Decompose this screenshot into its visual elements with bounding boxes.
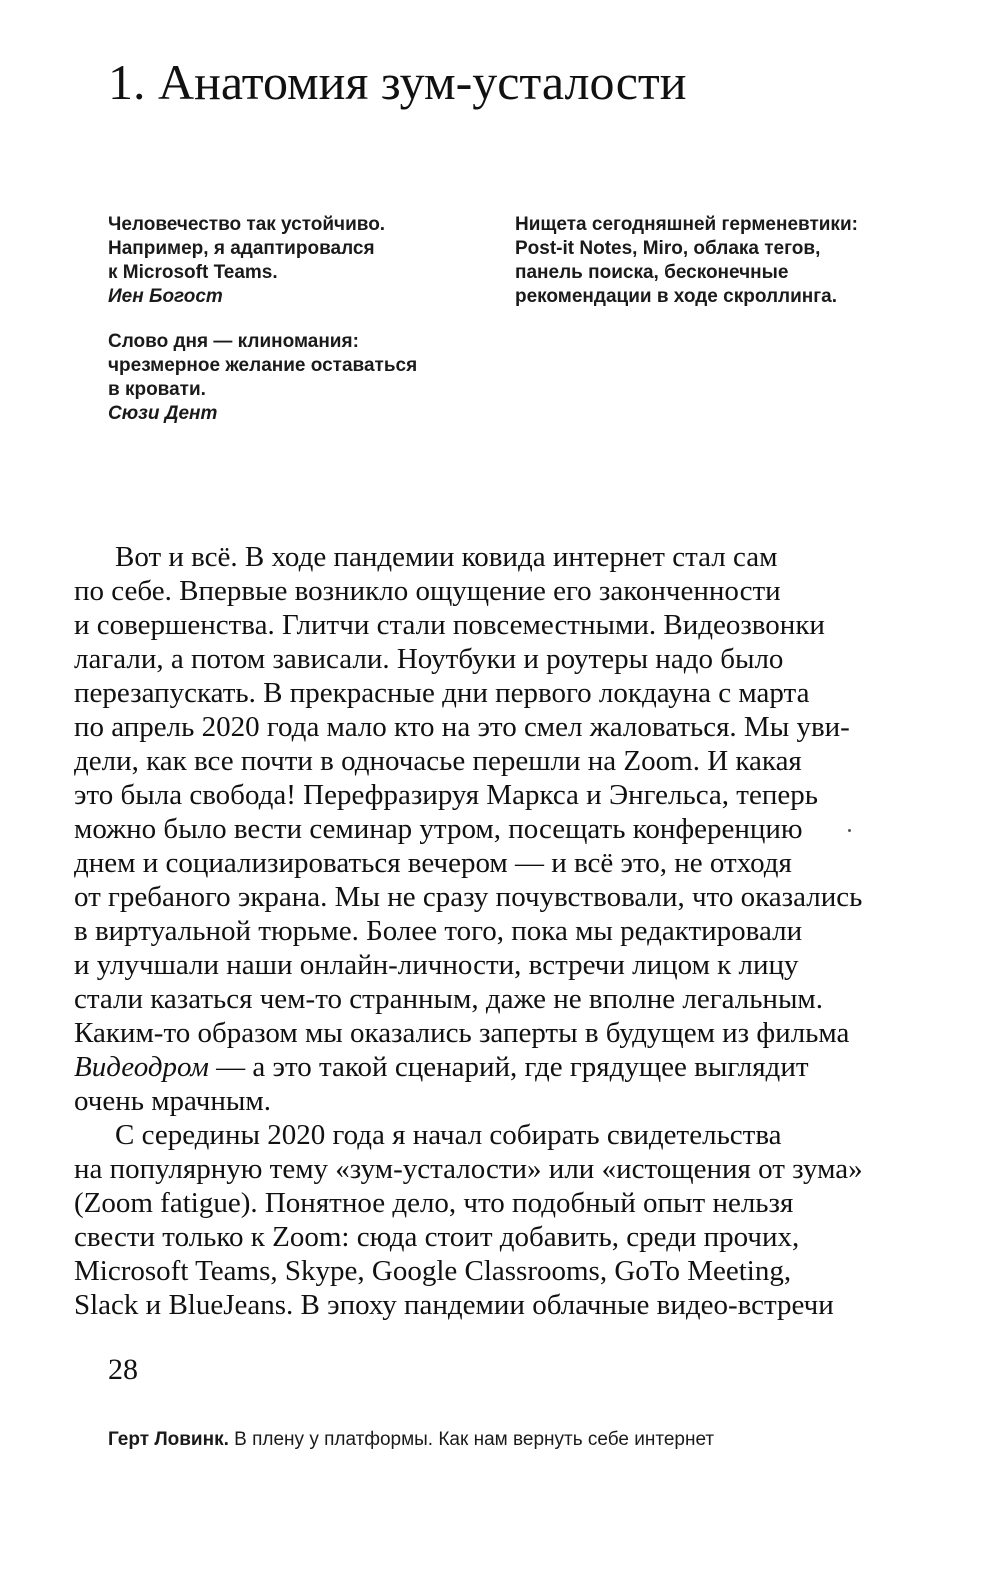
footer-author: Герт Ловинк. <box>108 1429 229 1450</box>
print-speck <box>848 829 851 832</box>
body-line: Каким-то образом мы оказались заперты в будущем из фильма <box>74 1017 850 1049</box>
epigraph-line: Нищета сегодняшней герменевтики: <box>515 214 858 235</box>
epigraph-line: к Microsoft Teams. <box>108 262 278 283</box>
body-text <box>74 540 914 1322</box>
epigraph-author: Иен Богост <box>108 286 223 307</box>
epigraph-line: рекомендации в ходе скроллинга. <box>515 286 838 307</box>
epigraph-line: Человечество так устойчиво. <box>108 214 386 235</box>
body-line: Вот и всё. В ходе пандемии ковида интернет стал сам <box>115 541 778 573</box>
epigraph-hermeneutics <box>515 213 858 309</box>
epigraph-line: Например, я адаптировался <box>108 238 375 259</box>
body-line: перезапускать. В прекрасные дни первого локдауна с марта <box>74 677 810 709</box>
body-line: лагали, а потом зависали. Ноутбуки и роутеры надо было <box>74 643 784 675</box>
epigraph-line: панель поиска, бесконечные <box>515 262 789 283</box>
body-line-videodrome <box>74 1050 914 1084</box>
body-line: и улучшали наши онлайн-личности, встречи лицом к лицу <box>74 949 799 981</box>
body-line: (Zoom fatigue). Понятное дело, что подобный опыт нельзя <box>74 1187 794 1219</box>
epigraph-bogost <box>108 213 385 309</box>
body-line: С середины 2020 года я начал собирать свидетельства <box>115 1119 782 1151</box>
epigraph-line: Post-it Notes, Miro, облака тегов, <box>515 238 821 259</box>
body-line: на популярную тему «зум-усталости» или «истощения от зума» <box>74 1153 863 1185</box>
body-line: очень мрачным. <box>74 1085 271 1117</box>
body-line: Microsoft Teams, Skype, Google Classrooms, GoTo Meeting, <box>74 1255 792 1287</box>
body-line: по себе. Впервые возникло ощущение его законченности <box>74 575 781 607</box>
epigraph-line: чрезмерное желание оставаться <box>108 355 418 376</box>
running-footer <box>108 1428 714 1452</box>
body-line: и совершенства. Глитчи стали повсеместными. Видеозвонки <box>74 609 825 641</box>
body-line: можно было вести семинар утром, посещать конференцию <box>74 813 803 845</box>
body-line: по апрель 2020 года мало кто на это смел жаловаться. Мы уви- <box>74 711 850 743</box>
body-line-rest: — а это такой сценарий, где грядущее выглядит <box>208 1051 809 1083</box>
film-title: Видеодром <box>74 1051 209 1083</box>
page-number: 28 <box>108 1353 138 1386</box>
epigraph-dent <box>108 330 417 426</box>
body-line: это была свобода! Перефразируя Маркса и Энгельса, теперь <box>74 779 818 811</box>
body-line: Slack и BlueJeans. В эпоху пандемии облачные видео-встречи <box>74 1289 834 1321</box>
body-line: днем и социализироваться вечером — и всё это, не отходя <box>74 847 792 879</box>
body-line: от гребаного экрана. Мы не сразу почувствовали, что оказались <box>74 881 863 913</box>
body-line: в виртуальной тюрьме. Более того, пока мы редактировали <box>74 915 803 947</box>
body-line: дели, как все почти в одночасье перешли на Zoom. И какая <box>74 745 802 777</box>
footer-book-title: В плену у платформы. Как нам вернуть себе интернет <box>228 1429 715 1450</box>
body-line: стали казаться чем-то странным, даже не вполне легальным. <box>74 983 824 1015</box>
epigraph-author: Сюзи Дент <box>108 403 218 424</box>
epigraph-line: Слово дня — клиномания: <box>108 331 359 352</box>
epigraph-line: в кровати. <box>108 379 206 400</box>
chapter-title: 1. Анатомия зум-усталости <box>108 54 687 110</box>
body-line: свести только к Zoom: сюда стоит добавить, среди прочих, <box>74 1221 800 1253</box>
